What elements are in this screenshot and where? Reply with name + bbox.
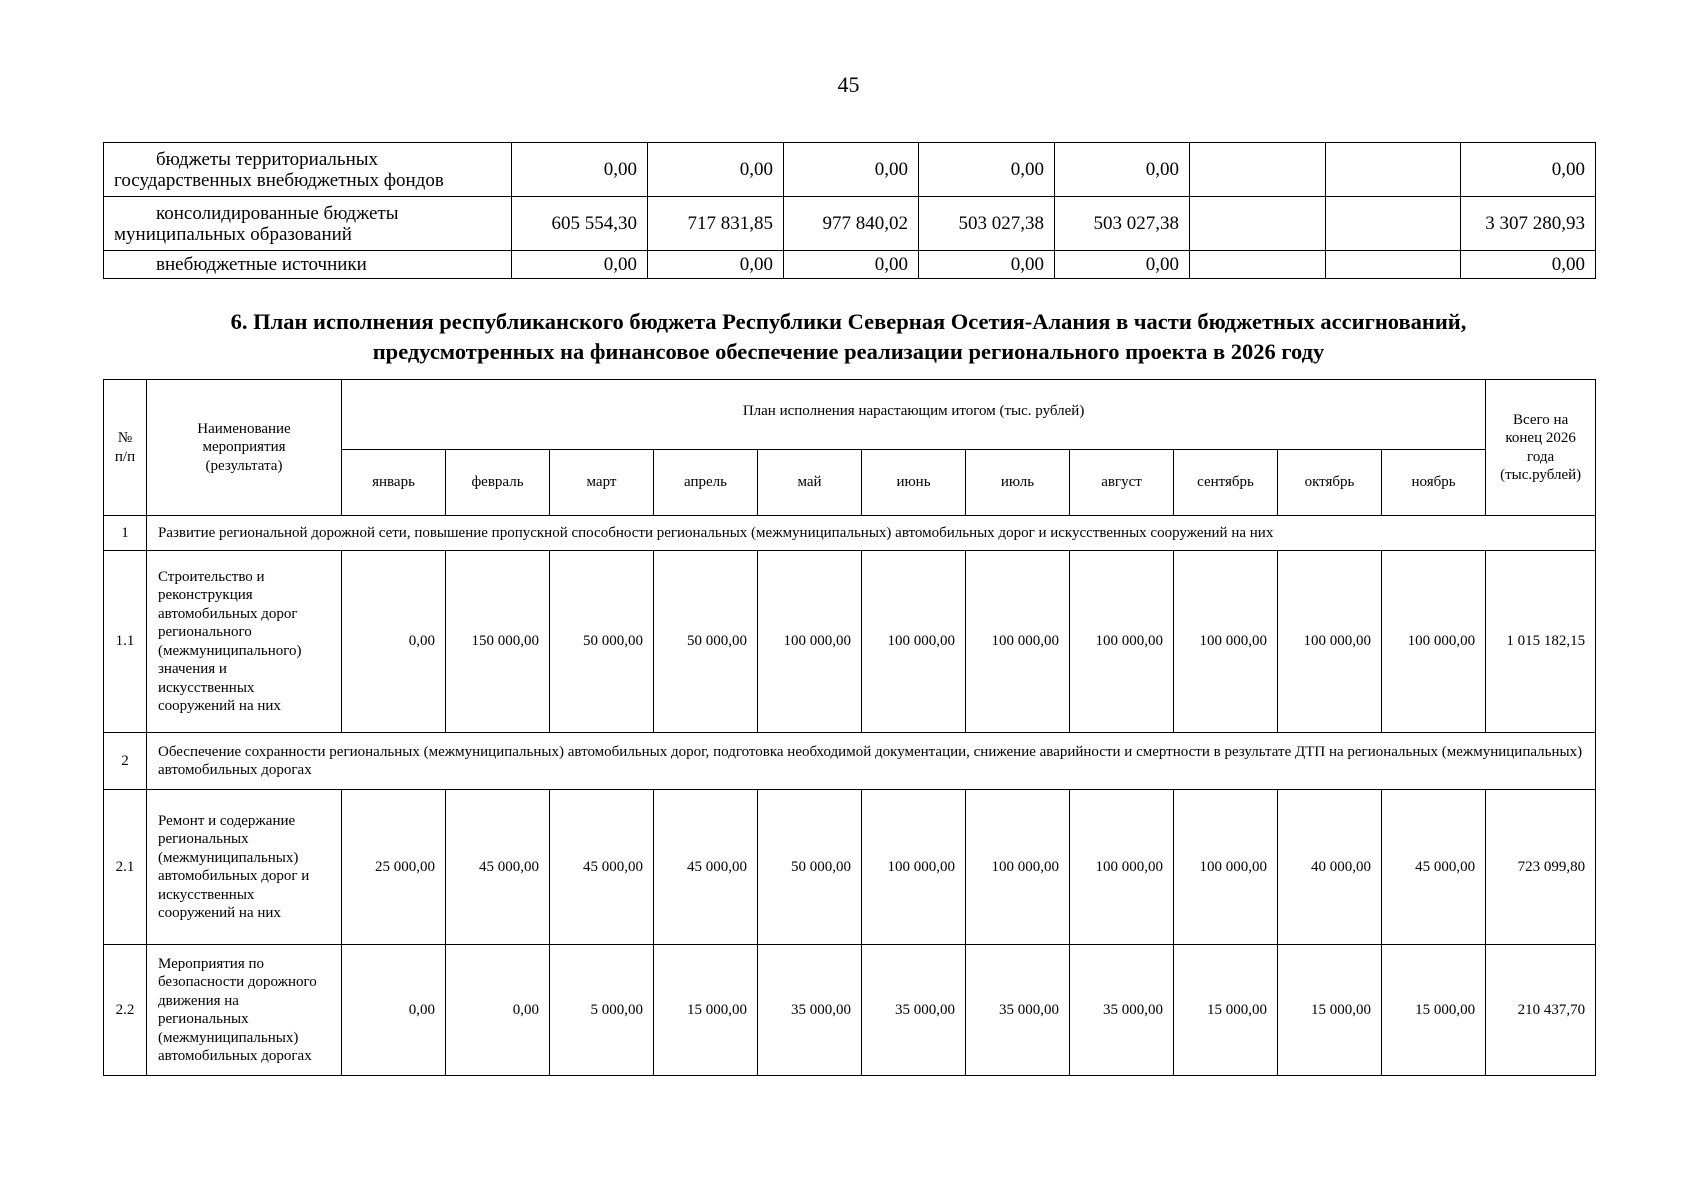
item-number: 1.1 xyxy=(104,551,147,733)
continuation-row xyxy=(104,143,1596,197)
item-row xyxy=(104,790,1596,945)
month-value: 35 000,00 xyxy=(1070,945,1174,1076)
item-total: 1 015 182,15 xyxy=(1486,551,1596,733)
section-heading xyxy=(0,307,1697,367)
header-name: Наименование мероприятия (результата) xyxy=(147,380,342,516)
continuation-row-name xyxy=(104,197,512,251)
month-value: 40 000,00 xyxy=(1278,790,1382,945)
continuation-cell xyxy=(1190,251,1326,279)
month-value: 15 000,00 xyxy=(1382,945,1486,1076)
month-value: 100 000,00 xyxy=(1070,790,1174,945)
item-name-line: искусственных xyxy=(158,679,255,696)
continuation-cell: 717 831,85 xyxy=(648,197,784,251)
month-value: 0,00 xyxy=(342,945,446,1076)
section-number: 2 xyxy=(104,733,147,790)
month-header: июнь xyxy=(862,450,966,516)
continuation-cell: 0,00 xyxy=(512,251,648,279)
continuation-cell: 503 027,38 xyxy=(1055,197,1190,251)
month-value: 150 000,00 xyxy=(446,551,550,733)
month-value: 100 000,00 xyxy=(1070,551,1174,733)
month-value: 45 000,00 xyxy=(1382,790,1486,945)
item-name-line: автомобильных дорог и xyxy=(158,868,310,884)
continuation-table xyxy=(103,142,1596,279)
item-name xyxy=(147,551,342,733)
month-value: 45 000,00 xyxy=(654,790,758,945)
month-value: 100 000,00 xyxy=(1174,790,1278,945)
continuation-cell: 0,00 xyxy=(919,143,1055,197)
item-name-line: сооружений на них xyxy=(158,698,281,714)
month-value: 100 000,00 xyxy=(862,790,966,945)
month-value: 50 000,00 xyxy=(758,790,862,945)
section-title: Обеспечение сохранности региональных (межмуниципальных) автомобильных дорог, подготовка необходимой документации, снижение аварийности и смертности в результате ДТП на региональных (межмуниципальных) автомобильных дорогах xyxy=(147,733,1596,790)
month-value: 100 000,00 xyxy=(1174,551,1278,733)
item-name-line: (межмуниципального) xyxy=(158,642,302,659)
item-name-line: автомобильных дорог xyxy=(158,605,298,622)
month-value: 100 000,00 xyxy=(862,551,966,733)
item-name-line: реконструкция xyxy=(158,587,253,603)
item-name-line: искусственных xyxy=(158,886,255,903)
month-value: 5 000,00 xyxy=(550,945,654,1076)
month-value: 35 000,00 xyxy=(966,945,1070,1076)
item-row xyxy=(104,945,1596,1076)
continuation-cell: 503 027,38 xyxy=(919,197,1055,251)
item-name-line: Строительство и xyxy=(158,568,265,585)
item-row xyxy=(104,551,1596,733)
item-name-line: значения и xyxy=(158,661,227,677)
month-value: 25 000,00 xyxy=(342,790,446,945)
continuation-cell: 0,00 xyxy=(648,143,784,197)
month-value: 50 000,00 xyxy=(654,551,758,733)
continuation-row-name xyxy=(104,143,512,197)
continuation-cell: 605 554,30 xyxy=(512,197,648,251)
header-number: № п/п xyxy=(104,380,147,516)
continuation-cell: 0,00 xyxy=(512,143,648,197)
month-value: 0,00 xyxy=(342,551,446,733)
continuation-cell xyxy=(1326,197,1461,251)
month-value: 35 000,00 xyxy=(862,945,966,1076)
month-header: апрель xyxy=(654,450,758,516)
header-plan: План исполнения нарастающим итогом (тыс. рублей) xyxy=(342,380,1486,450)
item-name-line: движения на xyxy=(158,992,239,1009)
month-value: 50 000,00 xyxy=(550,551,654,733)
budget-plan-table xyxy=(103,379,1596,1076)
continuation-cell: 0,00 xyxy=(1461,143,1596,197)
section-row xyxy=(104,733,1596,790)
continuation-row-name xyxy=(104,251,512,279)
continuation-cell: 977 840,02 xyxy=(784,197,919,251)
month-value: 100 000,00 xyxy=(1278,551,1382,733)
item-name xyxy=(147,790,342,945)
item-name-line: (межмуниципальных) xyxy=(158,1029,299,1046)
continuation-cell: 0,00 xyxy=(1055,143,1190,197)
month-value: 15 000,00 xyxy=(1278,945,1382,1076)
month-value: 15 000,00 xyxy=(1174,945,1278,1076)
month-header: ноябрь xyxy=(1382,450,1486,516)
month-header: октябрь xyxy=(1278,450,1382,516)
section-number: 1 xyxy=(104,516,147,551)
item-name-line: Мероприятия по xyxy=(158,955,265,972)
continuation-row xyxy=(104,197,1596,251)
continuation-cell xyxy=(1190,143,1326,197)
continuation-row xyxy=(104,251,1596,279)
item-name-line: регионального xyxy=(158,624,252,640)
header-total: Всего на конец 2026 года (тыс.рублей) xyxy=(1486,380,1596,516)
continuation-cell xyxy=(1190,197,1326,251)
month-value: 45 000,00 xyxy=(446,790,550,945)
month-header: май xyxy=(758,450,862,516)
continuation-row-name-line: государственных внебюджетных фондов xyxy=(114,169,444,191)
month-header: февраль xyxy=(446,450,550,516)
continuation-row-name-line: внебюджетные источники xyxy=(156,254,367,275)
month-value: 100 000,00 xyxy=(966,790,1070,945)
continuation-row-name-line: муниципальных образований xyxy=(114,223,352,245)
continuation-cell: 3 307 280,93 xyxy=(1461,197,1596,251)
item-name xyxy=(147,945,342,1076)
item-name-line: автомобильных дорогах xyxy=(158,1048,312,1064)
month-header: сентябрь xyxy=(1174,450,1278,516)
month-value: 15 000,00 xyxy=(654,945,758,1076)
item-name-line: региональных xyxy=(158,1011,249,1027)
continuation-cell: 0,00 xyxy=(1461,251,1596,279)
month-header: июль xyxy=(966,450,1070,516)
item-number: 2.1 xyxy=(104,790,147,945)
month-value: 45 000,00 xyxy=(550,790,654,945)
month-value: 100 000,00 xyxy=(758,551,862,733)
continuation-cell xyxy=(1326,143,1461,197)
item-total: 723 099,80 xyxy=(1486,790,1596,945)
continuation-cell: 0,00 xyxy=(784,143,919,197)
item-name-line: (межмуниципальных) xyxy=(158,849,299,866)
page-number: 45 xyxy=(837,72,860,97)
section-title: Развитие региональной дорожной сети, повышение пропускной способности региональных (межмуниципальных) автомобильных дорог и искусственных сооружений на них xyxy=(147,516,1596,551)
continuation-row-name-line: бюджеты территориальных xyxy=(156,148,378,170)
month-header: январь xyxy=(342,450,446,516)
item-name-line: региональных xyxy=(158,831,249,847)
item-total: 210 437,70 xyxy=(1486,945,1596,1076)
section-heading-line1: 6. План исполнения республиканского бюджета Республики Северная Осетия-Алания в части бюджетных ассигнований, xyxy=(230,309,1467,334)
item-name-line: Ремонт и содержание xyxy=(158,812,296,829)
month-header: август xyxy=(1070,450,1174,516)
continuation-cell: 0,00 xyxy=(1055,251,1190,279)
continuation-cell: 0,00 xyxy=(648,251,784,279)
item-name-line: безопасности дорожного xyxy=(158,974,317,990)
month-header: март xyxy=(550,450,654,516)
month-value: 100 000,00 xyxy=(1382,551,1486,733)
continuation-cell: 0,00 xyxy=(784,251,919,279)
section-row xyxy=(104,516,1596,551)
continuation-cell xyxy=(1326,251,1461,279)
month-value: 35 000,00 xyxy=(758,945,862,1076)
continuation-cell: 0,00 xyxy=(919,251,1055,279)
section-heading-line2: предусмотренных на финансовое обеспечение реализации регионального проекта в 2026 году xyxy=(372,339,1325,364)
month-value: 0,00 xyxy=(446,945,550,1076)
item-name-line: сооружений на них xyxy=(158,905,281,921)
month-value: 100 000,00 xyxy=(966,551,1070,733)
item-number: 2.2 xyxy=(104,945,147,1076)
continuation-row-name-line: консолидированные бюджеты xyxy=(156,202,399,224)
